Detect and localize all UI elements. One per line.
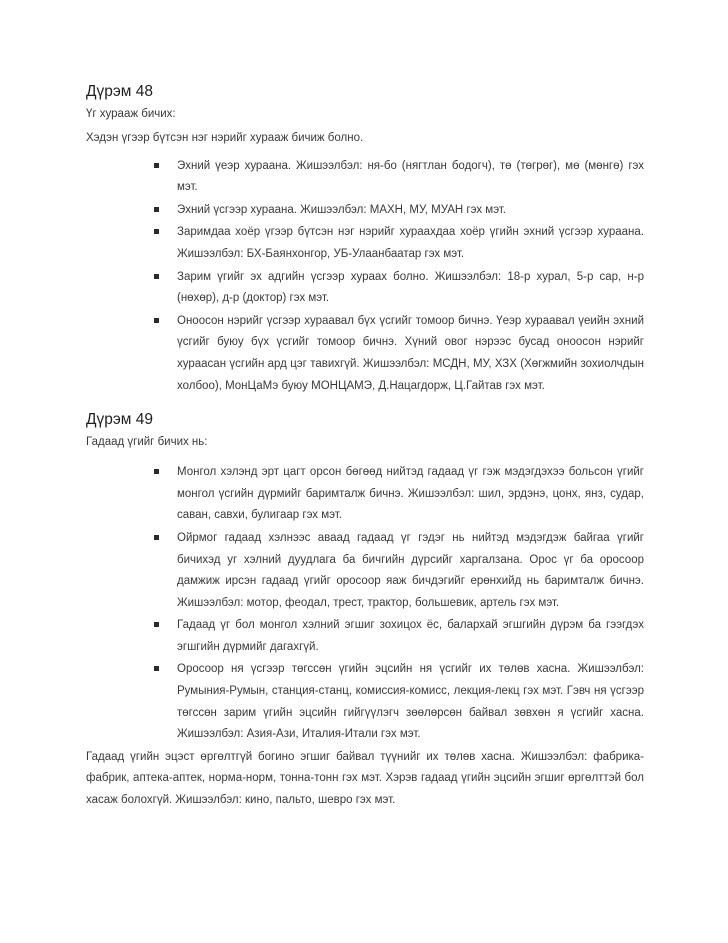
list-item: Эхний үсгээр хураана. Жишээлбэл: МАХН, МУ, МУАН гэх мэт. xyxy=(86,200,644,222)
square-bullet-icon xyxy=(154,207,159,212)
square-bullet-icon xyxy=(154,469,159,474)
square-bullet-icon xyxy=(154,622,159,627)
list-item: Ойрмог гадаад хэлнээс аваад гадаад үг гэдэг нь нийтэд мэдэгдэж байгаа үгийг бичихэд уг хэлний дуудлага ба бичгийн дүрсийг харгалзана. Орос үг ба оросоор дамжиж ирсэн гадаад үгийг оросоор яаж бичдэгийг ерөнхийд нь баримталж бичнэ. Жишээлбэл: мотор, феодал, трест, трактор, большевик, артель гэх мэт. xyxy=(86,528,644,614)
list-item: Оросоор ня үсгээр төгссөн үгийн эцсийн ня үсгийг их төлөв хасна. Жишээлбэл: Румыния-Румын, станция-станц, комиссия-комисс, лекция-лекц гэх мэт. Гэвч ня үсгээр төгссөн зарим үгийн эцсийн гийгүүлэгч зөөлөрсөн байвал зөвхөн я үсгийг хасна. Жишээлбэл: Азия-Ази, Италия-Итали гэх мэт. xyxy=(86,659,644,745)
square-bullet-icon xyxy=(154,318,159,323)
rule-48-heading: Дүрэм 48 xyxy=(86,83,153,100)
square-bullet-icon xyxy=(154,274,159,279)
rule-48-subtitle: Үг хурааж бичих: xyxy=(86,108,176,120)
document-page xyxy=(86,82,644,812)
rule-48-intro: Хэдэн үгээр бүтсэн нэг нэрийг хурааж бичиж болно. xyxy=(86,132,364,144)
rule-49-outro: Гадаад үгийн эцэст өргөлтгүй богино эгшиг байвал түүнийг их төлөв хасна. Жишээлбэл: фабрика-фабрик, аптека-аптек, норма-норм, тонна-тонн гэх мэт. Хэрэв гадаад үгийн эцсийн эгшиг өргөлттэй бол хасаж болохгүй. Жишээлбэл: кино, пальто, шевро гэх мэт. xyxy=(86,750,644,807)
list-item: Гадаад үг бол монгол хэлний эгшиг зохицох ёс, балархай эгшгийн дүрэм ба гээгдэх эгшгийн дүрмийг дагахгүй. xyxy=(86,615,644,658)
list-item: Заримдаа хоёр үгээр бүтсэн нэг нэрийг хураахдаа хоёр үгийн эхний үсгээр хураана. Жишээлбэл: БХ-Баянхонгор, УБ-Улаанбаатар гэх мэт. xyxy=(86,222,644,265)
rule-49-heading: Дүрэм 49 xyxy=(86,411,153,429)
square-bullet-icon xyxy=(154,535,159,540)
rule-49-subtitle: Гадаад үгийг бичих нь: xyxy=(86,436,208,449)
square-bullet-icon xyxy=(154,229,159,234)
list-item: Оноосон нэрийг үсгээр хураавал бүх үсгийг томоор бичнэ. Үеэр хураавал үеийн эхний үсгийг буюу бүх үсгийг томоор бичнэ. Хүний овог нэрээс бусад оноосон нэрийг хураасан үсгийн ард цэг тавихгүй. Жишээлбэл: МСДН, МУ, ХЗХ (Хөгжмийн зохиолчдын холбоо), МонЦаМэ буюу МОНЦАМЭ, Д.Нацагдорж, Ц.Гайтав гэх мэт. xyxy=(86,311,644,397)
rule-48-list xyxy=(86,156,644,398)
square-bullet-icon xyxy=(154,666,159,671)
list-item: Зарим үгийг эх адгийн үсгээр хураах болно. Жишээлбэл: 18-р хурал, 5-р сар, н-р (нөхөр), д-р (доктор) гэх мэт. xyxy=(86,267,644,310)
rule-49-list xyxy=(86,462,644,746)
list-item: Монгол хэлэнд эрт цагт орсон бөгөөд нийтэд гадаад үг гэж мэдэгдэхээ больсон үгийг монгол үсгийн дүрмийг баримталж бичнэ. Жишээлбэл: шил, эрдэнэ, цонх, янз, судар, саван, савхи, булигаар гэх мэт. xyxy=(86,462,644,527)
list-item: Эхний үеэр хураана. Жишээлбэл: ня-бо (нягтлан бодогч), тө (төгрөг), мө (мөнгө) гэх мэт. xyxy=(86,156,644,199)
square-bullet-icon xyxy=(154,163,159,168)
